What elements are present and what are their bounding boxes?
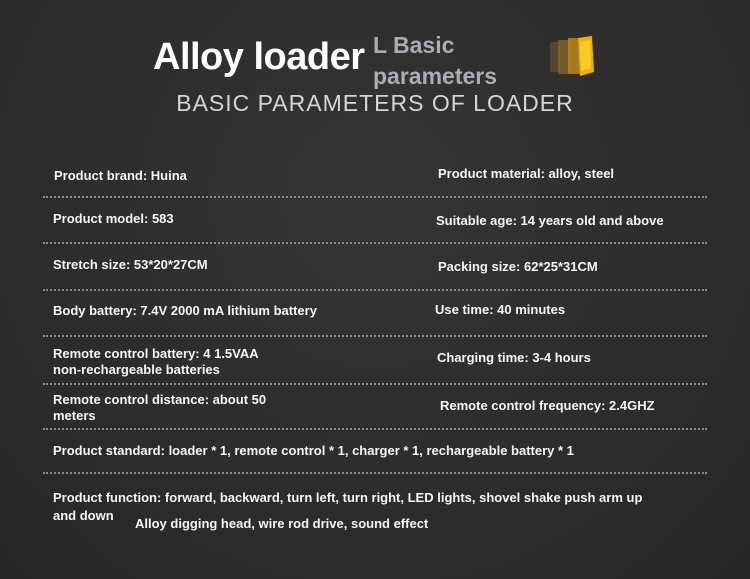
row-divider [43, 196, 707, 198]
spec-body-battery: Body battery: 7.4V 2000 mA lithium battery [53, 303, 317, 318]
spec-function-line-1: Product function: forward, backward, turn left, turn right, LED lights, shovel shake push arm up [53, 490, 643, 505]
spec-standard: Product standard: loader * 1, remote control * 1, charger * 1, rechargeable battery * 1 [53, 443, 574, 458]
spec-material: Product material: alloy, steel [438, 166, 615, 181]
loader-bucket-icon [548, 34, 596, 80]
spec-model: Product model: 583 [53, 211, 174, 226]
row-divider [43, 472, 707, 474]
row-divider [43, 383, 707, 385]
row-divider [43, 242, 707, 244]
spec-remote-battery [53, 346, 259, 378]
spec-remote-frequency: Remote control frequency: 2.4GHZ [440, 398, 655, 413]
spec-brand: Product brand: Huina [54, 168, 187, 183]
spec-remote-battery-line-1: Remote control battery: 4 1.5VAA [53, 346, 259, 361]
title-side-line-2: parameters [373, 63, 498, 89]
spec-use-time: Use time: 40 minutes [435, 302, 566, 317]
row-divider [43, 289, 707, 291]
spec-remote-distance-line-2: meters [53, 408, 96, 423]
row-divider [43, 335, 707, 337]
spec-function-line-3: Alloy digging head, wire rod drive, sound effect [135, 516, 429, 531]
title-side-line-1: L Basic [373, 32, 455, 58]
row-divider [43, 428, 707, 430]
page-title: Alloy loader [153, 36, 365, 78]
spec-remote-battery-line-2: non-rechargeable batteries [53, 362, 220, 377]
spec-stretch-size: Stretch size: 53*20*27CM [53, 257, 208, 272]
spec-age: Suitable age: 14 years old and above [436, 213, 664, 228]
spec-charging-time: Charging time: 3-4 hours [437, 350, 591, 365]
spec-remote-distance [53, 392, 266, 424]
page-subtitle: BASIC PARAMETERS OF LOADER [176, 90, 574, 116]
spec-packing-size: Packing size: 62*25*31CM [438, 259, 598, 274]
title-side-label [373, 30, 497, 92]
spec-remote-distance-line-1: Remote control distance: about 50 [53, 392, 267, 407]
spec-function-line-2: and down [53, 508, 114, 523]
